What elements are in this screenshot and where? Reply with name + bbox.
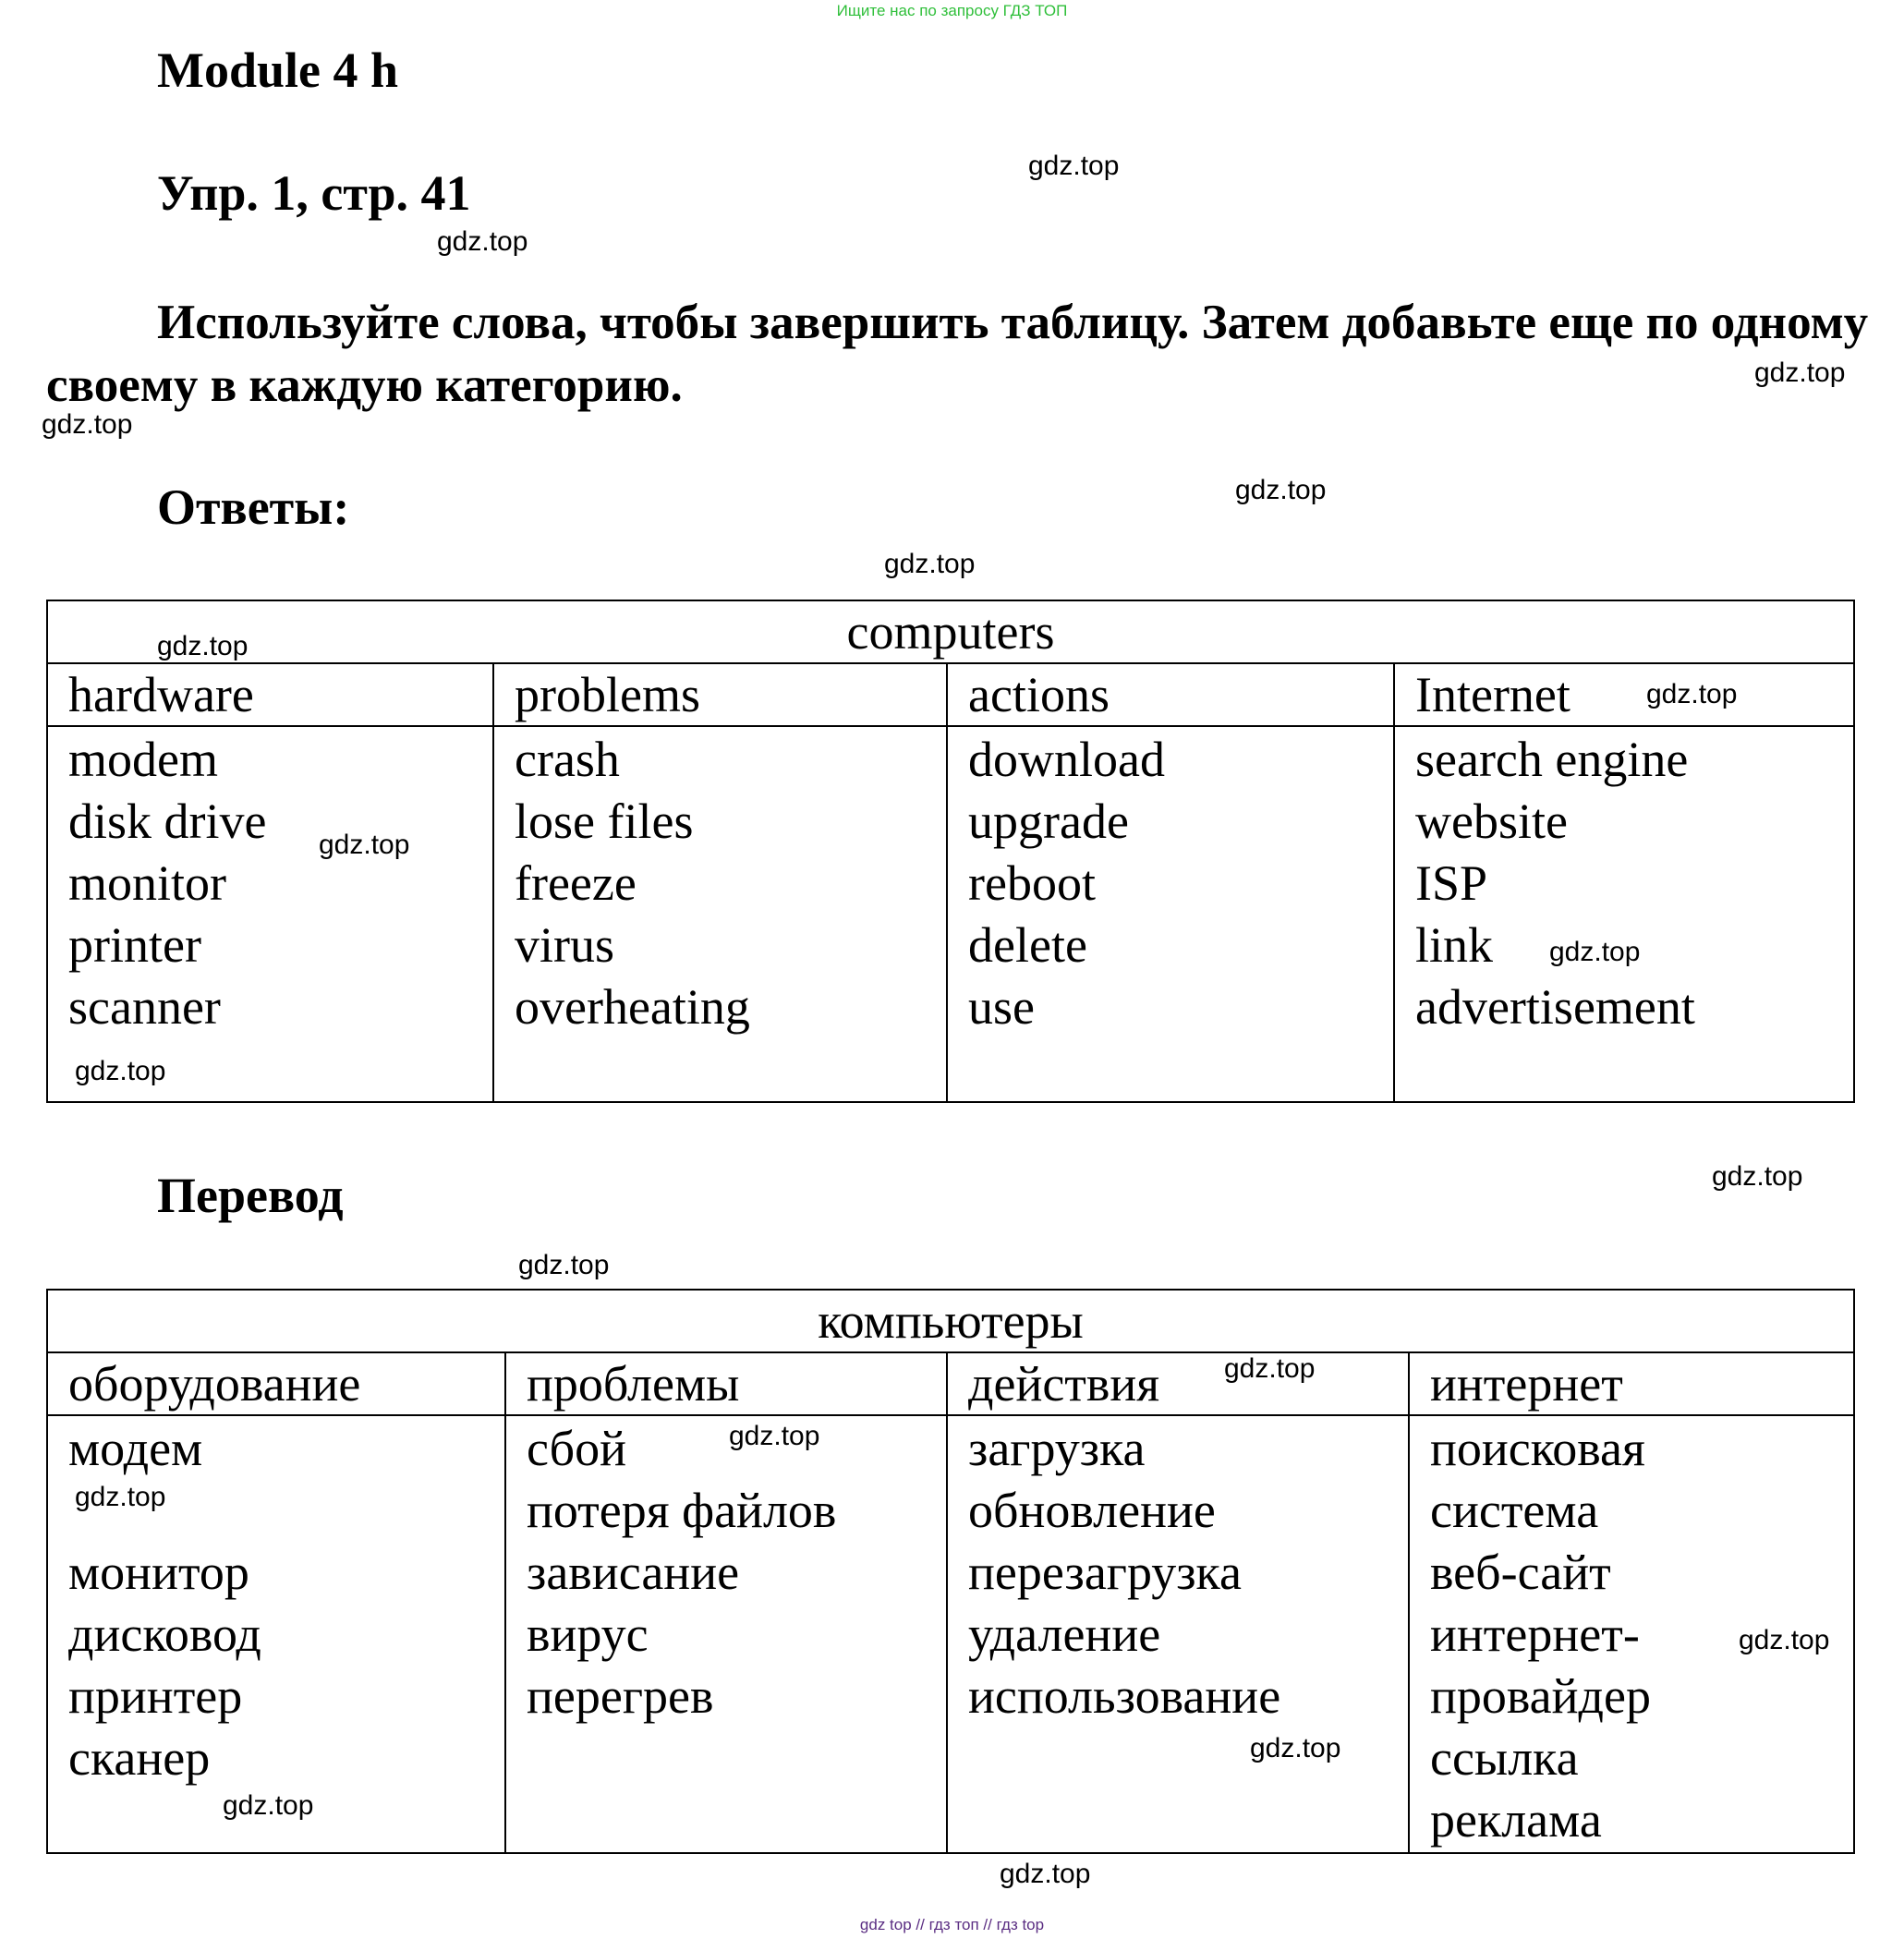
list-item: download: [968, 732, 1165, 787]
list-item: virus: [515, 917, 614, 973]
answers-heading: Ответы:: [157, 479, 350, 535]
module-title: Module 4 h: [157, 42, 399, 98]
watermark: gdz.top: [1754, 358, 1846, 388]
list-item: поисковая: [1430, 1421, 1645, 1476]
watermark: gdz.top: [157, 631, 249, 661]
list-item: advertisement: [1415, 979, 1695, 1035]
list-item: удаление: [968, 1606, 1161, 1662]
list-item: зависание: [527, 1545, 740, 1600]
list-item: провайдер: [1430, 1668, 1651, 1724]
answers-header-actions: actions: [947, 663, 1394, 726]
translation-column-actions: [947, 1415, 1409, 1853]
watermark: gdz.top: [75, 1482, 166, 1512]
list-item: overheating: [515, 979, 750, 1035]
watermark: gdz.top: [437, 226, 528, 257]
exercise-title: Упр. 1, стр. 41: [157, 165, 471, 221]
list-item: upgrade: [968, 794, 1129, 849]
list-item: сбой: [527, 1421, 626, 1476]
watermark: gdz.top: [319, 830, 410, 860]
list-item: модем: [68, 1421, 203, 1476]
list-item: использование: [968, 1668, 1281, 1724]
list-item: монитор: [68, 1545, 249, 1600]
answers-column-actions: [947, 726, 1394, 1102]
answers-table-title: computers: [47, 600, 1854, 663]
top-banner: Ищите нас по запросу ГДЗ ТОП: [836, 2, 1068, 19]
list-item: ссылка: [1430, 1730, 1579, 1786]
translation-heading: Перевод: [157, 1168, 344, 1223]
list-item: дисковод: [68, 1606, 261, 1662]
watermark: gdz.top: [75, 1056, 166, 1086]
watermark: gdz.top: [1000, 1859, 1091, 1889]
translation-table-title: компьютеры: [47, 1290, 1854, 1352]
list-item: принтер: [68, 1668, 243, 1724]
list-item: ISP: [1415, 855, 1488, 911]
list-item: reboot: [968, 855, 1096, 911]
list-item: система: [1430, 1483, 1599, 1538]
list-item: lose files: [515, 794, 694, 849]
watermark: gdz.top: [1028, 151, 1120, 181]
list-item: link: [1415, 917, 1494, 973]
watermark: gdz.top: [884, 549, 976, 579]
list-item: потеря файлов: [527, 1483, 837, 1538]
list-item: delete: [968, 917, 1087, 973]
answers-header-internet: Internet: [1394, 663, 1854, 726]
watermark: gdz.top: [42, 409, 133, 440]
list-item: printer: [68, 917, 201, 973]
watermark: gdz.top: [1549, 937, 1641, 967]
watermark: gdz.top: [1712, 1161, 1803, 1192]
translation-column-problems: [505, 1415, 947, 1853]
translation-header-internet: интернет: [1409, 1352, 1854, 1415]
list-item: реклама: [1430, 1792, 1602, 1848]
translation-header-problems: проблемы: [505, 1352, 947, 1415]
list-item: disk drive: [68, 794, 267, 849]
list-item: сканер: [68, 1730, 211, 1786]
watermark: gdz.top: [1646, 679, 1738, 709]
answers-column-problems: [493, 726, 947, 1102]
list-item: перезагрузка: [968, 1545, 1242, 1600]
watermark: gdz.top: [518, 1250, 610, 1280]
watermark: gdz.top: [1235, 475, 1327, 505]
list-item: search engine: [1415, 732, 1689, 787]
list-item: вирус: [527, 1606, 649, 1662]
task-text: Используйте слова, чтобы завершить таблицу. Затем добавьте еще по одному своему в каждую категорию.: [46, 296, 1869, 412]
list-item: website: [1415, 794, 1568, 849]
answers-header-problems: problems: [493, 663, 947, 726]
answers-header-hardware: hardware: [47, 663, 493, 726]
list-item: перегрев: [527, 1668, 714, 1724]
list-item: загрузка: [968, 1421, 1146, 1476]
list-item: use: [968, 979, 1035, 1035]
watermark: gdz.top: [1224, 1353, 1316, 1384]
watermark: gdz.top: [1250, 1733, 1341, 1763]
list-item: обновление: [968, 1483, 1216, 1538]
watermark: gdz.top: [729, 1421, 820, 1451]
list-item: freeze: [515, 855, 637, 911]
answers-table: [46, 600, 1855, 1103]
list-item: интернет-: [1430, 1606, 1640, 1662]
translation-table: [46, 1289, 1855, 1854]
list-item: modem: [68, 732, 218, 787]
watermark: gdz.top: [1739, 1625, 1830, 1655]
translation-header-hardware: оборудование: [47, 1352, 505, 1415]
list-item: веб-сайт: [1430, 1545, 1611, 1600]
translation-header-actions: действия: [947, 1352, 1409, 1415]
footer-links: gdz top // гдз топ // гдз top: [859, 1916, 1045, 1933]
list-item: scanner: [68, 979, 221, 1035]
answers-column-internet: [1394, 726, 1854, 1102]
watermark: gdz.top: [223, 1790, 314, 1821]
list-item: crash: [515, 732, 620, 787]
list-item: monitor: [68, 855, 226, 911]
answers-column-hardware: [47, 726, 493, 1102]
